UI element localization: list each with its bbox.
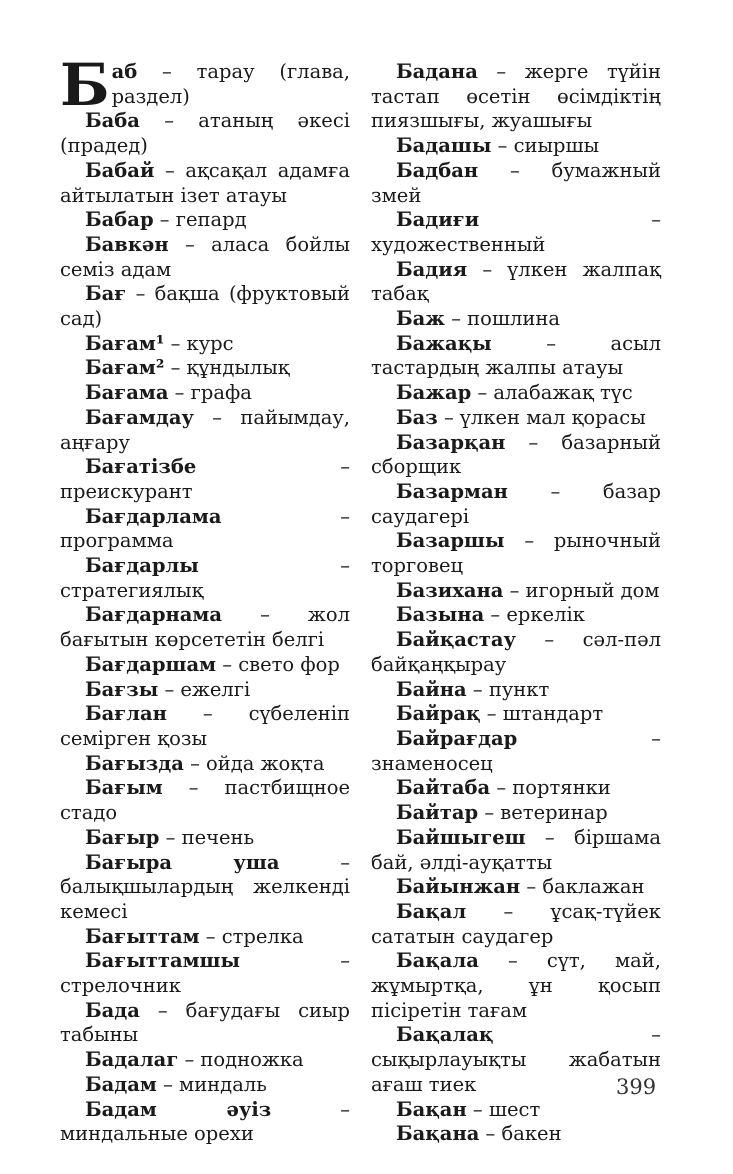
entry-headword: Бағатізбе xyxy=(85,455,197,479)
entry-definition: – игорный дом xyxy=(503,578,660,602)
dictionary-entry xyxy=(371,381,661,406)
entry-definition: – жерге түйін тастап өсетін өсімдіктің пиязшығы, жуашығы xyxy=(371,60,661,133)
entry-definition: – ветеринар xyxy=(478,801,608,825)
entry-definition: – баклажан xyxy=(520,875,645,899)
dictionary-entry xyxy=(60,1073,350,1098)
dictionary-entry xyxy=(60,554,350,603)
entry-definition: – сүбеленіп семірген қозы xyxy=(60,702,350,750)
dictionary-entry xyxy=(371,579,661,604)
dictionary-entry xyxy=(371,529,661,578)
entry-definition: – сықырлауықты жабатын ағаш тиек xyxy=(371,1023,661,1096)
dictionary-entry xyxy=(371,332,661,381)
entry-definition: – ақсақал адамға айтылатын ізет атауы xyxy=(60,158,350,207)
entry-headword: Бадам әуіз xyxy=(85,1097,272,1121)
entry-headword: Бағзы xyxy=(85,677,159,701)
entry-definition: – сиыршы xyxy=(491,134,600,158)
dictionary-entry xyxy=(60,233,350,282)
entry-definition: – стратегиялық xyxy=(60,554,350,602)
dictionary-entry xyxy=(371,1122,661,1147)
entry-definition: – подножка xyxy=(178,1048,304,1072)
dictionary-entry xyxy=(60,406,350,455)
entry-definition: – үлкен жалпақ табақ xyxy=(371,257,661,306)
dictionary-entry xyxy=(60,603,350,652)
dictionary-entry xyxy=(60,159,350,208)
entry-headword: Базарқан xyxy=(396,430,506,454)
right-entries-list xyxy=(371,60,661,1147)
entry-definition: – алабажақ түс xyxy=(471,381,633,405)
entry-definition: – миндаль xyxy=(156,1072,267,1096)
entry-definition: – программа xyxy=(60,504,350,553)
dictionary-entry xyxy=(60,776,350,825)
entry-headword: Бақалақ xyxy=(396,1023,494,1047)
dictionary-entry xyxy=(371,702,661,727)
dictionary-entry xyxy=(371,603,661,628)
entry-definition: – бағудағы сиыр табыны xyxy=(60,998,350,1047)
entry-headword: Бақала xyxy=(396,949,479,973)
dictionary-entry xyxy=(60,455,350,504)
entry-headword: Байрақ xyxy=(396,702,481,726)
entry-headword: Бағдаршам xyxy=(85,652,217,676)
entry-headword: Бадашы xyxy=(396,134,492,158)
entry-definition: – базар саудагері xyxy=(371,479,661,528)
page-number: 399 xyxy=(616,1075,657,1099)
entry-headword: Бадбан xyxy=(396,158,479,182)
entry-headword: Бағам² xyxy=(85,356,165,380)
dictionary-entry xyxy=(60,1048,350,1073)
entry-headword: Бағызда xyxy=(85,751,184,775)
entry-headword: Байна xyxy=(396,677,467,701)
entry-headword: Бақан xyxy=(396,1097,467,1121)
entry-definition: – атаның әкесі (прадед) xyxy=(60,109,350,158)
entry-definition: – ойда жоқта xyxy=(183,751,325,775)
entry-headword: Бадам xyxy=(85,1072,157,1096)
dictionary-entry xyxy=(60,826,350,851)
dictionary-entry xyxy=(371,1098,661,1123)
entry-headword: Бадалаг xyxy=(85,1048,179,1072)
entry-headword: Байшыгеш xyxy=(396,825,526,849)
entry-definition: – пайымдау, аңғару xyxy=(60,405,350,454)
entry-headword: Бақана xyxy=(396,1122,480,1146)
entry-definition: – стрелка xyxy=(199,924,304,948)
entry-headword: Базына xyxy=(396,603,485,627)
dictionary-entry xyxy=(371,949,661,1023)
entry-definition: – пастбищное стадо xyxy=(60,776,350,825)
entry-headword: Базихана xyxy=(396,578,504,602)
dictionary-entry xyxy=(60,332,350,357)
entry-headword: Бағым xyxy=(85,776,163,800)
entry-headword: Бабай xyxy=(85,158,155,182)
entry-definition: – бақша (фруктовый сад) xyxy=(60,282,350,331)
dictionary-entry xyxy=(60,208,350,233)
dictionary-entry xyxy=(371,875,661,900)
entry-definition: – еркелік xyxy=(484,603,585,627)
entry-definition: – портянки xyxy=(490,776,611,800)
entry-headword: Бағдарнама xyxy=(85,603,222,627)
dictionary-entry xyxy=(60,356,350,381)
entry-headword: Бағыр xyxy=(85,825,160,849)
entry-headword: Баж xyxy=(396,307,445,331)
drop-cap-letter: Б xyxy=(60,51,110,119)
entry-definition: – тарау (глава, раздел) xyxy=(111,60,350,108)
dictionary-entry xyxy=(60,678,350,703)
entry-headword: Байтар xyxy=(396,801,479,825)
entry-definition: – бакен xyxy=(479,1122,562,1146)
entry-definition: – преискурант xyxy=(60,455,350,503)
dictionary-entry xyxy=(371,900,661,949)
dictionary-entry xyxy=(60,949,350,998)
entry-headword: Базаршы xyxy=(396,529,505,553)
entry-definition: – знаменосец xyxy=(371,726,661,775)
dictionary-entry xyxy=(60,381,350,406)
entry-definition: – графа xyxy=(168,381,252,405)
entry-headword: Байрағдар xyxy=(396,726,518,750)
dictionary-entry xyxy=(371,208,661,257)
entry-headword: Базарман xyxy=(396,479,508,503)
dictionary-entry xyxy=(60,702,350,751)
entry-headword: Байынжан xyxy=(396,875,521,899)
dictionary-entry xyxy=(371,307,661,332)
entry-definition: – курс xyxy=(164,331,234,355)
entry-headword: Бада xyxy=(85,998,140,1022)
entry-headword: Бадиғи xyxy=(396,208,480,232)
dictionary-entry xyxy=(371,60,661,134)
entry-headword: Байқастау xyxy=(396,628,516,652)
entry-headword: Бажақы xyxy=(396,331,492,355)
dictionary-entry xyxy=(60,282,350,331)
entry-definition: – ұсақ-түйек сататын саудагер xyxy=(371,899,661,948)
left-column xyxy=(60,51,350,1147)
entry-headword: Бағдарлы xyxy=(85,554,199,578)
entry-headword: Бағдарлама xyxy=(85,504,222,528)
dictionary-entry xyxy=(60,752,350,777)
entry-definition: – пункт xyxy=(466,677,550,701)
entry-definition: – шест xyxy=(466,1097,541,1121)
entry-headword: Бавкән xyxy=(85,232,169,256)
entry-definition: – стрелочник xyxy=(60,949,350,998)
dictionary-entry-first xyxy=(60,51,350,119)
entry-headword: Бағамдау xyxy=(85,405,194,429)
entry-headword: Бадия xyxy=(396,257,468,281)
entry-headword: аб xyxy=(111,60,138,83)
entry-definition: – сүт, май, жұмыртқа, ұн қосып пісіретін тағам xyxy=(371,949,661,1022)
entry-headword: Бағ xyxy=(85,282,127,306)
dictionary-entry xyxy=(371,678,661,703)
dictionary-entry xyxy=(60,109,350,158)
entry-headword: Бабар xyxy=(85,208,154,232)
entry-definition: – художественный xyxy=(371,208,661,256)
dictionary-entry xyxy=(371,801,661,826)
right-column xyxy=(371,60,661,1147)
entry-definition: – печень xyxy=(159,825,255,849)
entry-definition: – жол бағытын көрсететін белгі xyxy=(60,603,350,652)
entry-headword: Баба xyxy=(85,109,140,133)
dictionary-entry xyxy=(371,628,661,677)
entry-headword: Бағыттам xyxy=(85,924,200,948)
entry-definition: – миндальные орехи xyxy=(60,1097,350,1146)
entry-definition: – құндылық xyxy=(164,356,290,380)
entry-definition: – пошлина xyxy=(445,307,561,331)
dictionary-entry xyxy=(371,406,661,431)
entry-headword: Бағама xyxy=(85,381,169,405)
entry-definition: – штандарт xyxy=(480,702,604,726)
dictionary-entry xyxy=(60,925,350,950)
dictionary-entry xyxy=(371,159,661,208)
entry-headword: Бажар xyxy=(396,381,472,405)
dictionary-entry xyxy=(371,258,661,307)
entry-headword: Бақал xyxy=(396,899,467,923)
entry-headword: Бағлан xyxy=(85,702,167,726)
entry-definition: – сәл-пәл байқаңқырау xyxy=(371,628,661,676)
entry-definition: – гепард xyxy=(153,208,247,232)
entry-definition: – свето фор xyxy=(216,652,340,676)
dictionary-entry xyxy=(371,134,661,159)
dictionary-entry xyxy=(60,999,350,1048)
dictionary-entry xyxy=(371,480,661,529)
dictionary-entry xyxy=(371,776,661,801)
entry-headword: Бағам¹ xyxy=(85,331,165,355)
entry-headword: Бағыттамшы xyxy=(85,949,241,973)
entry-headword: Бағыра уша xyxy=(85,850,280,874)
dictionary-entry xyxy=(60,1098,350,1147)
entry-definition: – ежелгі xyxy=(158,677,251,701)
dictionary-entry xyxy=(371,431,661,480)
entry-definition: – балықшылардың желкенді кемесі xyxy=(60,850,350,923)
entry-definition: – біршама бай, әлді-ауқатты xyxy=(371,825,661,874)
dictionary-entry xyxy=(60,505,350,554)
dictionary-entry xyxy=(60,653,350,678)
entry-headword: Бадана xyxy=(396,60,478,83)
entry-definition: – бумажный змей xyxy=(371,158,661,207)
entry-headword: Байтаба xyxy=(396,776,491,800)
dictionary-entry xyxy=(371,826,661,875)
entry-definition: – асыл тастардың жалпы атауы xyxy=(371,331,661,380)
left-entries-list xyxy=(60,109,350,1147)
entry-definition: – базарный сборщик xyxy=(371,430,661,479)
entry-headword: Баз xyxy=(396,405,438,429)
entry-definition: – аласа бойлы семіз адам xyxy=(60,232,350,281)
dictionary-entry xyxy=(371,727,661,776)
entry-definition: – үлкен мал қорасы xyxy=(437,405,646,429)
entry-definition: – рыночный торговец xyxy=(371,529,661,578)
dictionary-entry xyxy=(60,851,350,925)
